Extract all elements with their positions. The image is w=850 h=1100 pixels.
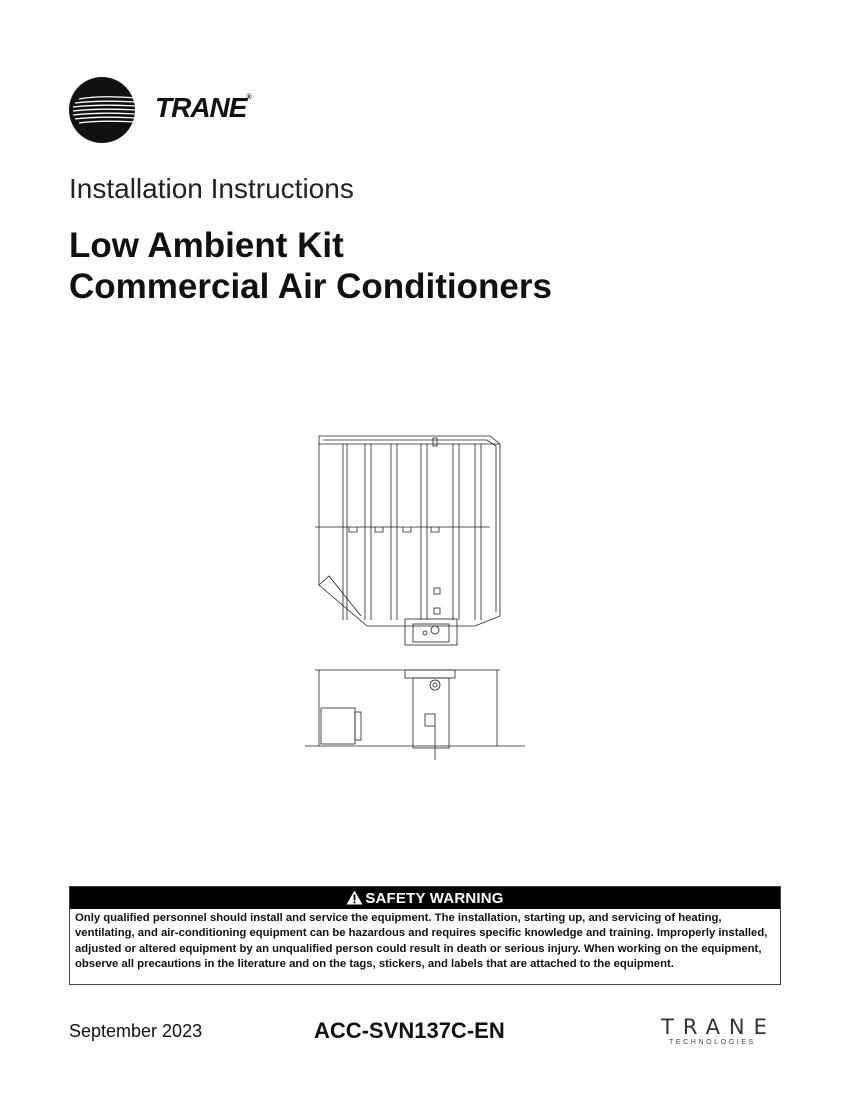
trane-technologies-wordmark: TRANE [661, 1015, 776, 1039]
safety-warning-box [69, 886, 781, 985]
trane-wordmark: TRANE® [155, 92, 251, 123]
title-line-1: Low Ambient Kit [69, 226, 344, 265]
page-title [69, 225, 552, 307]
trane-technologies-subtext: TECHNOLOGIES [669, 1039, 756, 1046]
safety-warning-header [70, 887, 780, 909]
publication-date: September 2023 [69, 1021, 203, 1041]
safety-warning-text: Only qualified personnel should install and service the equipment. The installation, starting up, and servicing of heating, ventilating, and air-conditioning equipment can be hazardous and requires specific knowledge and training. Improperly installed, adjusted or altered equipment by an unqualified person could result in death or serious injury. When working on the equipment, observe all precautions in the literature and on the tags, stickers, and labels that are attached to the equipment. [75, 912, 768, 970]
trane-technologies-logo [655, 1015, 775, 1051]
document-type: Installation Instructions [69, 173, 354, 204]
document-number: ACC-SVN137C-EN [314, 1018, 505, 1043]
safety-warning-heading: SAFETY WARNING [365, 890, 504, 907]
equipment-drawing [305, 430, 530, 760]
warning-triangle-icon [346, 890, 363, 905]
title-line-2: Commercial Air Conditioners [69, 267, 552, 306]
trane-circle-logo-icon [69, 75, 139, 145]
trane-logo [69, 75, 279, 145]
